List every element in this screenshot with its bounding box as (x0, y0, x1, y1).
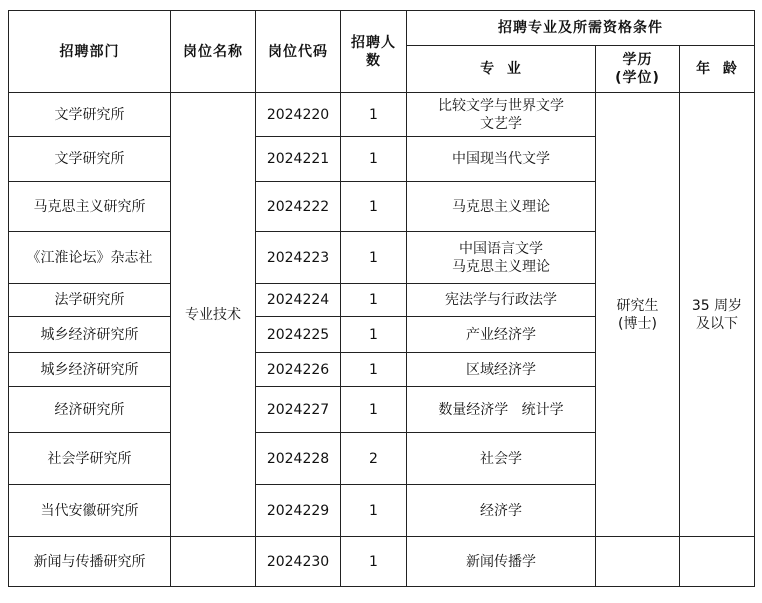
major-line: 马克思主义理论 (452, 258, 550, 275)
table-row (9, 537, 755, 587)
header-headcount (341, 11, 407, 93)
age-line1: 35 周岁 (691, 297, 743, 314)
count-cell: 1 (341, 387, 407, 433)
age-empty-cell (680, 537, 755, 587)
header-headcount-line1: 招聘人 (351, 34, 396, 51)
count-cell: 1 (341, 137, 407, 182)
code-cell: 2024228 (256, 433, 341, 485)
dept-cell: 《江淮论坛》杂志社 (9, 232, 171, 284)
age-line2: 及以下 (696, 315, 738, 332)
major-cell: 社会学 (407, 433, 596, 485)
code-cell: 2024224 (256, 284, 341, 317)
major-line: 比较文学与世界文学 (438, 97, 564, 114)
major-cell (407, 93, 596, 137)
dept-cell: 经济研究所 (9, 387, 171, 433)
major-cell: 数量经济学 统计学 (407, 387, 596, 433)
header-age: 年 龄 (680, 46, 755, 93)
header-headcount-line2: 数 (366, 52, 381, 69)
dept-cell: 文学研究所 (9, 93, 171, 137)
header-department: 招聘部门 (9, 11, 171, 93)
dept-cell: 社会学研究所 (9, 433, 171, 485)
dept-cell: 马克思主义研究所 (9, 182, 171, 232)
degree-line1: 研究生 (616, 297, 659, 314)
header-position-name: 岗位名称 (171, 11, 256, 93)
major-cell (407, 232, 596, 284)
header-degree-line1: 学历 (622, 52, 653, 68)
count-cell: 1 (341, 284, 407, 317)
major-cell: 新闻传播学 (407, 537, 596, 587)
major-line: 文艺学 (480, 115, 522, 132)
position-name-empty-cell (171, 537, 256, 587)
code-cell: 2024229 (256, 485, 341, 537)
code-cell: 2024227 (256, 387, 341, 433)
code-cell: 2024221 (256, 137, 341, 182)
count-cell: 1 (341, 232, 407, 284)
major-cell: 中国现当代文学 (407, 137, 596, 182)
header-degree-line2: (学位) (615, 70, 660, 86)
table-row (9, 93, 755, 137)
major-cell: 宪法学与行政法学 (407, 284, 596, 317)
major-cell: 经济学 (407, 485, 596, 537)
code-cell: 2024230 (256, 537, 341, 587)
code-cell: 2024226 (256, 353, 341, 387)
degree-empty-cell (596, 537, 680, 587)
dept-cell: 法学研究所 (9, 284, 171, 317)
major-line: 中国语言文学 (459, 240, 543, 257)
count-cell: 1 (341, 485, 407, 537)
count-cell: 1 (341, 537, 407, 587)
major-cell: 马克思主义理论 (407, 182, 596, 232)
degree-line2: (博士) (618, 315, 657, 332)
major-cell: 产业经济学 (407, 317, 596, 353)
count-cell: 1 (341, 353, 407, 387)
count-cell: 1 (341, 182, 407, 232)
code-cell: 2024220 (256, 93, 341, 137)
dept-cell: 城乡经济研究所 (9, 353, 171, 387)
count-cell: 1 (341, 317, 407, 353)
code-cell: 2024222 (256, 182, 341, 232)
code-cell: 2024225 (256, 317, 341, 353)
dept-cell: 文学研究所 (9, 137, 171, 182)
position-name-cell: 专业技术 (171, 93, 256, 537)
dept-cell: 城乡经济研究所 (9, 317, 171, 353)
recruitment-table (8, 10, 755, 587)
count-cell: 2 (341, 433, 407, 485)
major-cell: 区域经济学 (407, 353, 596, 387)
header-conditions: 招聘专业及所需资格条件 (407, 11, 755, 46)
age-cell (680, 93, 755, 537)
degree-cell (596, 93, 680, 537)
header-degree (596, 46, 680, 93)
dept-cell: 新闻与传播研究所 (9, 537, 171, 587)
header-major: 专 业 (407, 46, 596, 93)
count-cell: 1 (341, 93, 407, 137)
dept-cell: 当代安徽研究所 (9, 485, 171, 537)
header-position-code: 岗位代码 (256, 11, 341, 93)
code-cell: 2024223 (256, 232, 341, 284)
